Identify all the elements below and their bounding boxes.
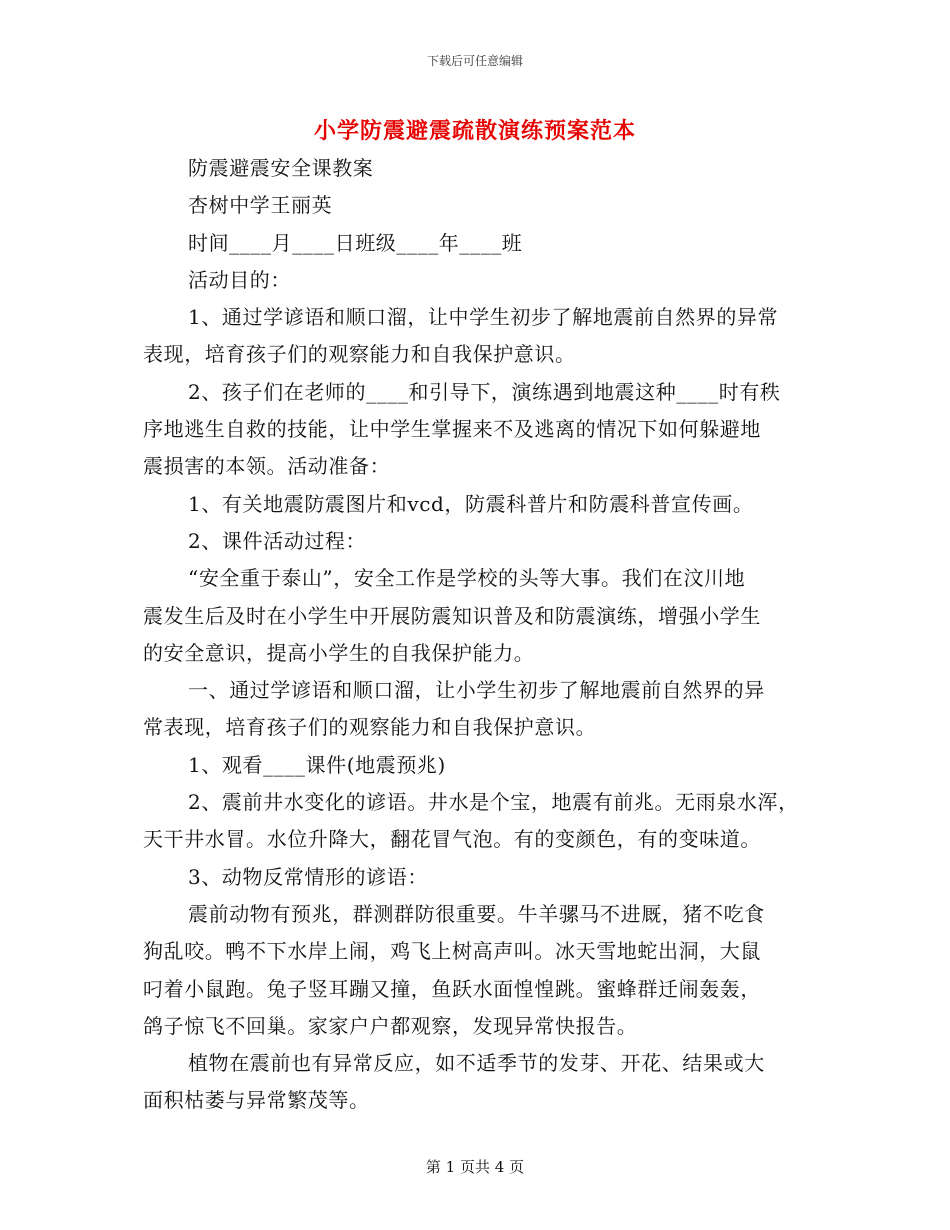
paragraph-line: “安全重于泰山”，安全工作是学校的头等大事。我们在汶川地 xyxy=(188,566,746,591)
paragraph-line: 一、通过学谚语和顺口溜，让小学生初步了解地震前自然界的异 xyxy=(188,678,765,703)
body-paragraph xyxy=(143,150,823,187)
body-paragraph xyxy=(143,896,823,1045)
body-paragraph xyxy=(143,1045,823,1120)
paragraph-line: 震发生后及时在小学生中开展防震知识普及和防震演练，增强小学生 xyxy=(143,603,761,628)
paragraph-line: 1、通过学谚语和顺口溜，让中学生初步了解地震前自然界的异常 xyxy=(188,305,779,330)
paragraph-line: 活动目的： xyxy=(188,267,291,292)
body-paragraph xyxy=(143,299,823,374)
body-paragraph xyxy=(143,262,823,299)
paragraph-line: 1、有关地震防震图片和vcd，防震科普片和防震科普宣传画。 xyxy=(188,491,754,516)
paragraph-line: 序地逃生自救的技能，让中学生掌握来不及逃离的情况下如何躲避地 xyxy=(143,417,761,442)
paragraph-line: 时间____月____日班级____年____班 xyxy=(188,230,523,255)
paragraph-line: 常表现，培育孩子们的观察能力和自我保护意识。 xyxy=(143,715,597,740)
body-paragraph xyxy=(143,486,823,523)
paragraph-line: 震前动物有预兆，群测群防很重要。牛羊骡马不进厩，猪不吃食 xyxy=(188,901,765,926)
paragraph-line: 杏树中学王丽英 xyxy=(188,193,333,218)
paragraph-line: 3、动物反常情形的谚语： xyxy=(188,864,428,889)
document-body xyxy=(143,150,823,1120)
body-paragraph xyxy=(143,747,823,784)
paragraph-line: 狗乱咬。鸭不下水岸上闹，鸡飞上树高声叫。冰天雪地蛇出洞，大鼠 xyxy=(143,939,761,964)
paragraph-line: 2、震前井水变化的谚语。井水是个宝，地震有前兆。无雨泉水浑， xyxy=(188,790,799,815)
paragraph-line: 表现，培育孩子们的观察能力和自我保护意识。 xyxy=(143,342,576,367)
paragraph-line: 的安全意识，提高小学生的自我保护能力。 xyxy=(143,640,535,665)
header-note: 下载后可任意编辑 xyxy=(426,54,523,68)
paragraph-line: 震损害的本领。活动准备： xyxy=(143,454,391,479)
body-paragraph xyxy=(143,672,823,747)
body-paragraph xyxy=(143,523,823,560)
document-title: 小学防震避震疏散演练预案范本 xyxy=(313,118,636,144)
paragraph-line: 2、课件活动过程： xyxy=(188,528,367,553)
paragraph-line: 天干井水冒。水位升降大，翻花冒气泡。有的变颜色，有的变味道。 xyxy=(143,827,761,852)
paragraph-line: 叼着小鼠跑。兔子竖耳蹦又撞，鱼跃水面惶惶跳。蜜蜂群迁闹轰轰， xyxy=(143,976,761,1001)
paragraph-line: 2、孩子们在老师的____和引导下，演练遇到地震这种____时有秩 xyxy=(188,379,781,404)
paragraph-line: 面积枯萎与异常繁茂等。 xyxy=(143,1088,370,1113)
body-paragraph xyxy=(143,784,823,859)
body-paragraph xyxy=(143,225,823,262)
paragraph-line: 植物在震前也有异常反应，如不适季节的发芽、开花、结果或大 xyxy=(188,1051,765,1076)
paragraph-line: 鸽子惊飞不回巢。家家户户都观察，发现异常快报告。 xyxy=(143,1013,638,1038)
body-paragraph xyxy=(143,374,823,486)
body-paragraph xyxy=(143,859,823,896)
body-paragraph xyxy=(143,187,823,224)
page-number-footer: 第 1 页共 4 页 xyxy=(425,1158,525,1176)
paragraph-line: 1、观看____课件(地震预兆) xyxy=(188,752,446,777)
paragraph-line: 防震避震安全课教案 xyxy=(188,156,374,180)
body-paragraph xyxy=(143,560,823,672)
